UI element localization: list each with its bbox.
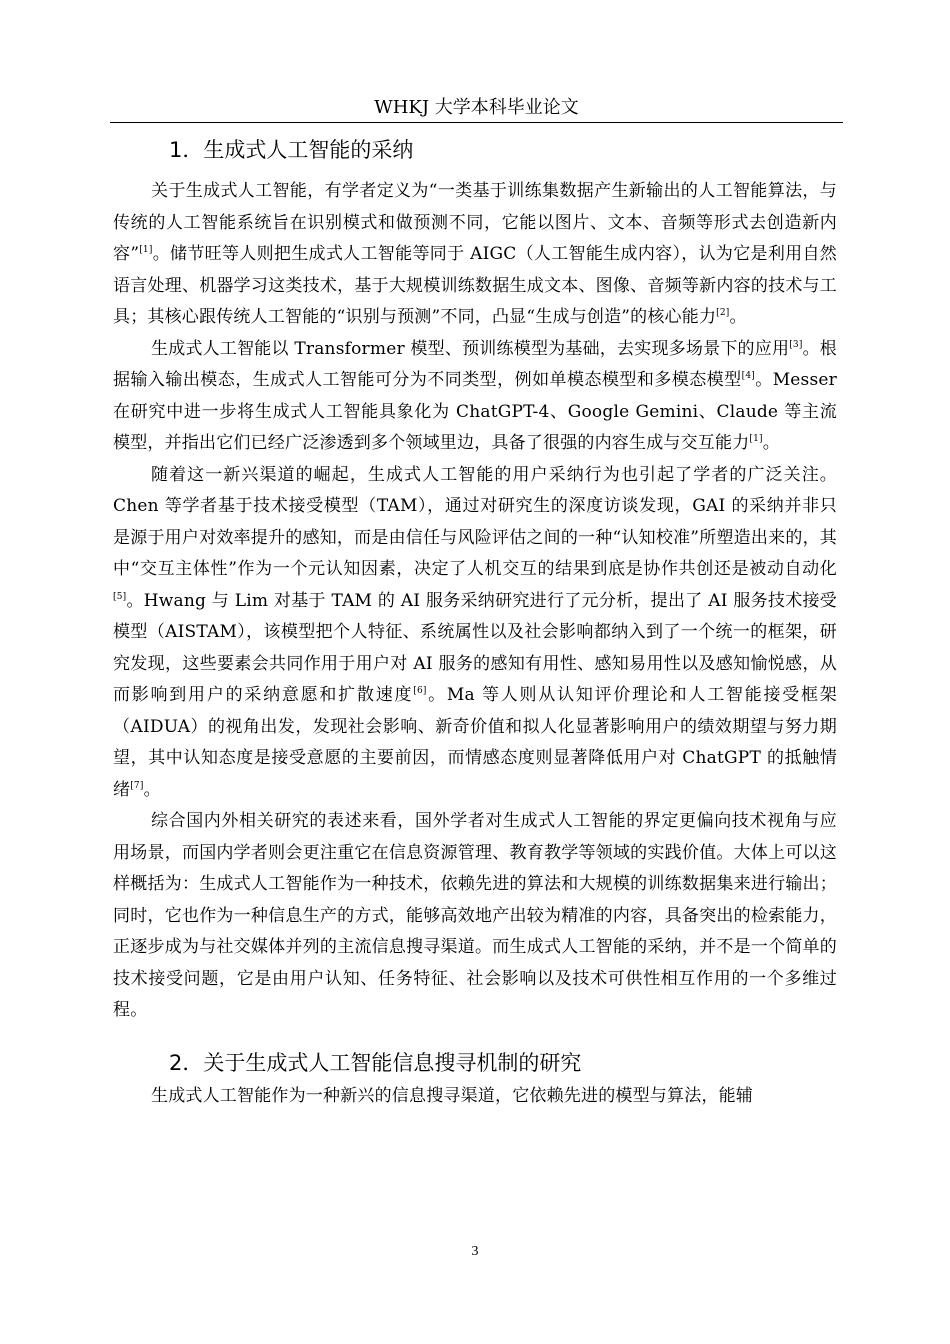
paragraph-text: 。储节旺等人则把生成式人工智能等同于 AIGC（人工智能生成内容），认为它是利用自然语言处理、机器学习这类技术，基于大规模训练数据生成文本、图像、音频等新内容的技术与工具；其核心跟传统人工智能的“识别与预测”不同，凸显“生成与创造”的核心能力: [113, 244, 837, 327]
paragraph-text: 生成式人工智能作为一种新兴的信息搜寻渠道，它依赖先进的模型与算法，能辅: [151, 1085, 753, 1106]
paragraph: [113, 806, 837, 1027]
paragraph-text: 。Ma 等人则从认知评价理论和人工智能接受框架（AIDUA）的视角出发，发现社会影响、新奇价值和拟人化显著影响用户的绩效期望与努力期望，其中认知态度是接受意愿的主要前因，而情感态度则显著降低用户对 ChatGPT 的抵触情绪: [113, 685, 837, 800]
paragraph-text: 关于生成式人工智能，有学者定义为“一类基于训练集数据产生新输出的人工智能算法，与传统的人工智能系统旨在识别模式和做预测不同，它能以图片、文本、音频等形式去创造新内容”: [113, 181, 837, 264]
section-1-heading: 1．生成式人工智能的采纳: [169, 138, 414, 162]
citation-marker: [3]: [789, 339, 803, 350]
paragraph-text: 。: [729, 307, 747, 327]
paragraph: [113, 176, 837, 334]
citation-marker: [5]: [113, 591, 127, 602]
paragraph: [113, 334, 837, 460]
paragraph-text: 随着这一新兴渠道的崛起，生成式人工智能的用户采纳行为也引起了学者的广泛关注。Chen 等学者基于技术接受模型（TAM），通过对研究生的深度访谈发现，GAI 的采纳并非只是源于用户对效率提升的感知，而是由信任与风险评估之间的一种“认知校准”所塑造出来的，其中“交互主体性”作为一个元认知因素，决定了人机交互的结果到底是协作共创还是被动自动化: [113, 464, 837, 579]
section-2-heading: 2．关于生成式人工智能信息搜寻机制的研究: [169, 1050, 582, 1075]
citation-marker: [6]: [413, 686, 427, 696]
page-number: 3: [471, 1244, 479, 1259]
paragraph-text: 。: [143, 779, 161, 800]
paragraph-text: 生成式人工智能以 Transformer 模型、预训练模型为基础，去实现多场景下的应用: [151, 338, 790, 359]
citation-marker: [2]: [716, 308, 730, 318]
paragraph-text: 。Messer 在研究中进一步将生成式人工智能具象化为 ChatGPT-4、Google Gemini、Claude 等主流模型，并指出它们已经广泛渗透到多个领域里边，具备了很强的内容生成与交互能力: [113, 370, 837, 453]
document-body: [113, 132, 837, 1112]
paragraph: [113, 1081, 837, 1113]
citation-marker: [1]: [749, 434, 763, 444]
header-rule: [110, 122, 843, 123]
paragraph-text: 。: [762, 433, 780, 453]
paragraph-text: 综合国内外相关研究的表述来看，国外学者对生成式人工智能的界定更偏向技术视角与应用场景，而国内学者则会更注重它在信息资源管理、教育教学等领域的实践价值。大体上可以这样概括为：生成式人工智能作为一种技术，依赖先进的算法和大规模的训练数据集来进行输出；同时，它也作为一种信息生产的方式，能够高效地产出较为精准的内容，具备突出的检索能力，正逐步成为与社交媒体并列的主流信息搜寻渠道。而生成式人工智能的采纳，并不是一个简单的技术接受问题，它是由用户认知、任务特征、社会影响以及技术可供性相互作用的一个多维过程。: [113, 811, 837, 1020]
paragraph-text: 。根据输入输出模态，生成式人工智能可分为不同类型，例如单模态模型和多模态模型: [113, 338, 837, 390]
citation-marker: [7]: [130, 780, 144, 791]
citation-marker: [4]: [741, 371, 755, 381]
citation-marker: [1]: [139, 245, 153, 255]
running-header: WHKJ 大学本科毕业论文: [374, 97, 579, 118]
paragraph: [113, 460, 837, 807]
paragraph-text: 。Hwang 与 Lim 对基于 TAM 的 AI 服务采纳研究进行了元分析，提出了 AI 服务技术接受模型（AISTAM），该模型把个人特征、系统属性以及社会影响都纳入到了一个统一的框架，研究发现，这些要素会共同作用于用户对 AI 服务的感知有用性、感知易用性以及感知愉悦感，从而影响到用户的采纳意愿和扩散速度: [113, 590, 837, 705]
